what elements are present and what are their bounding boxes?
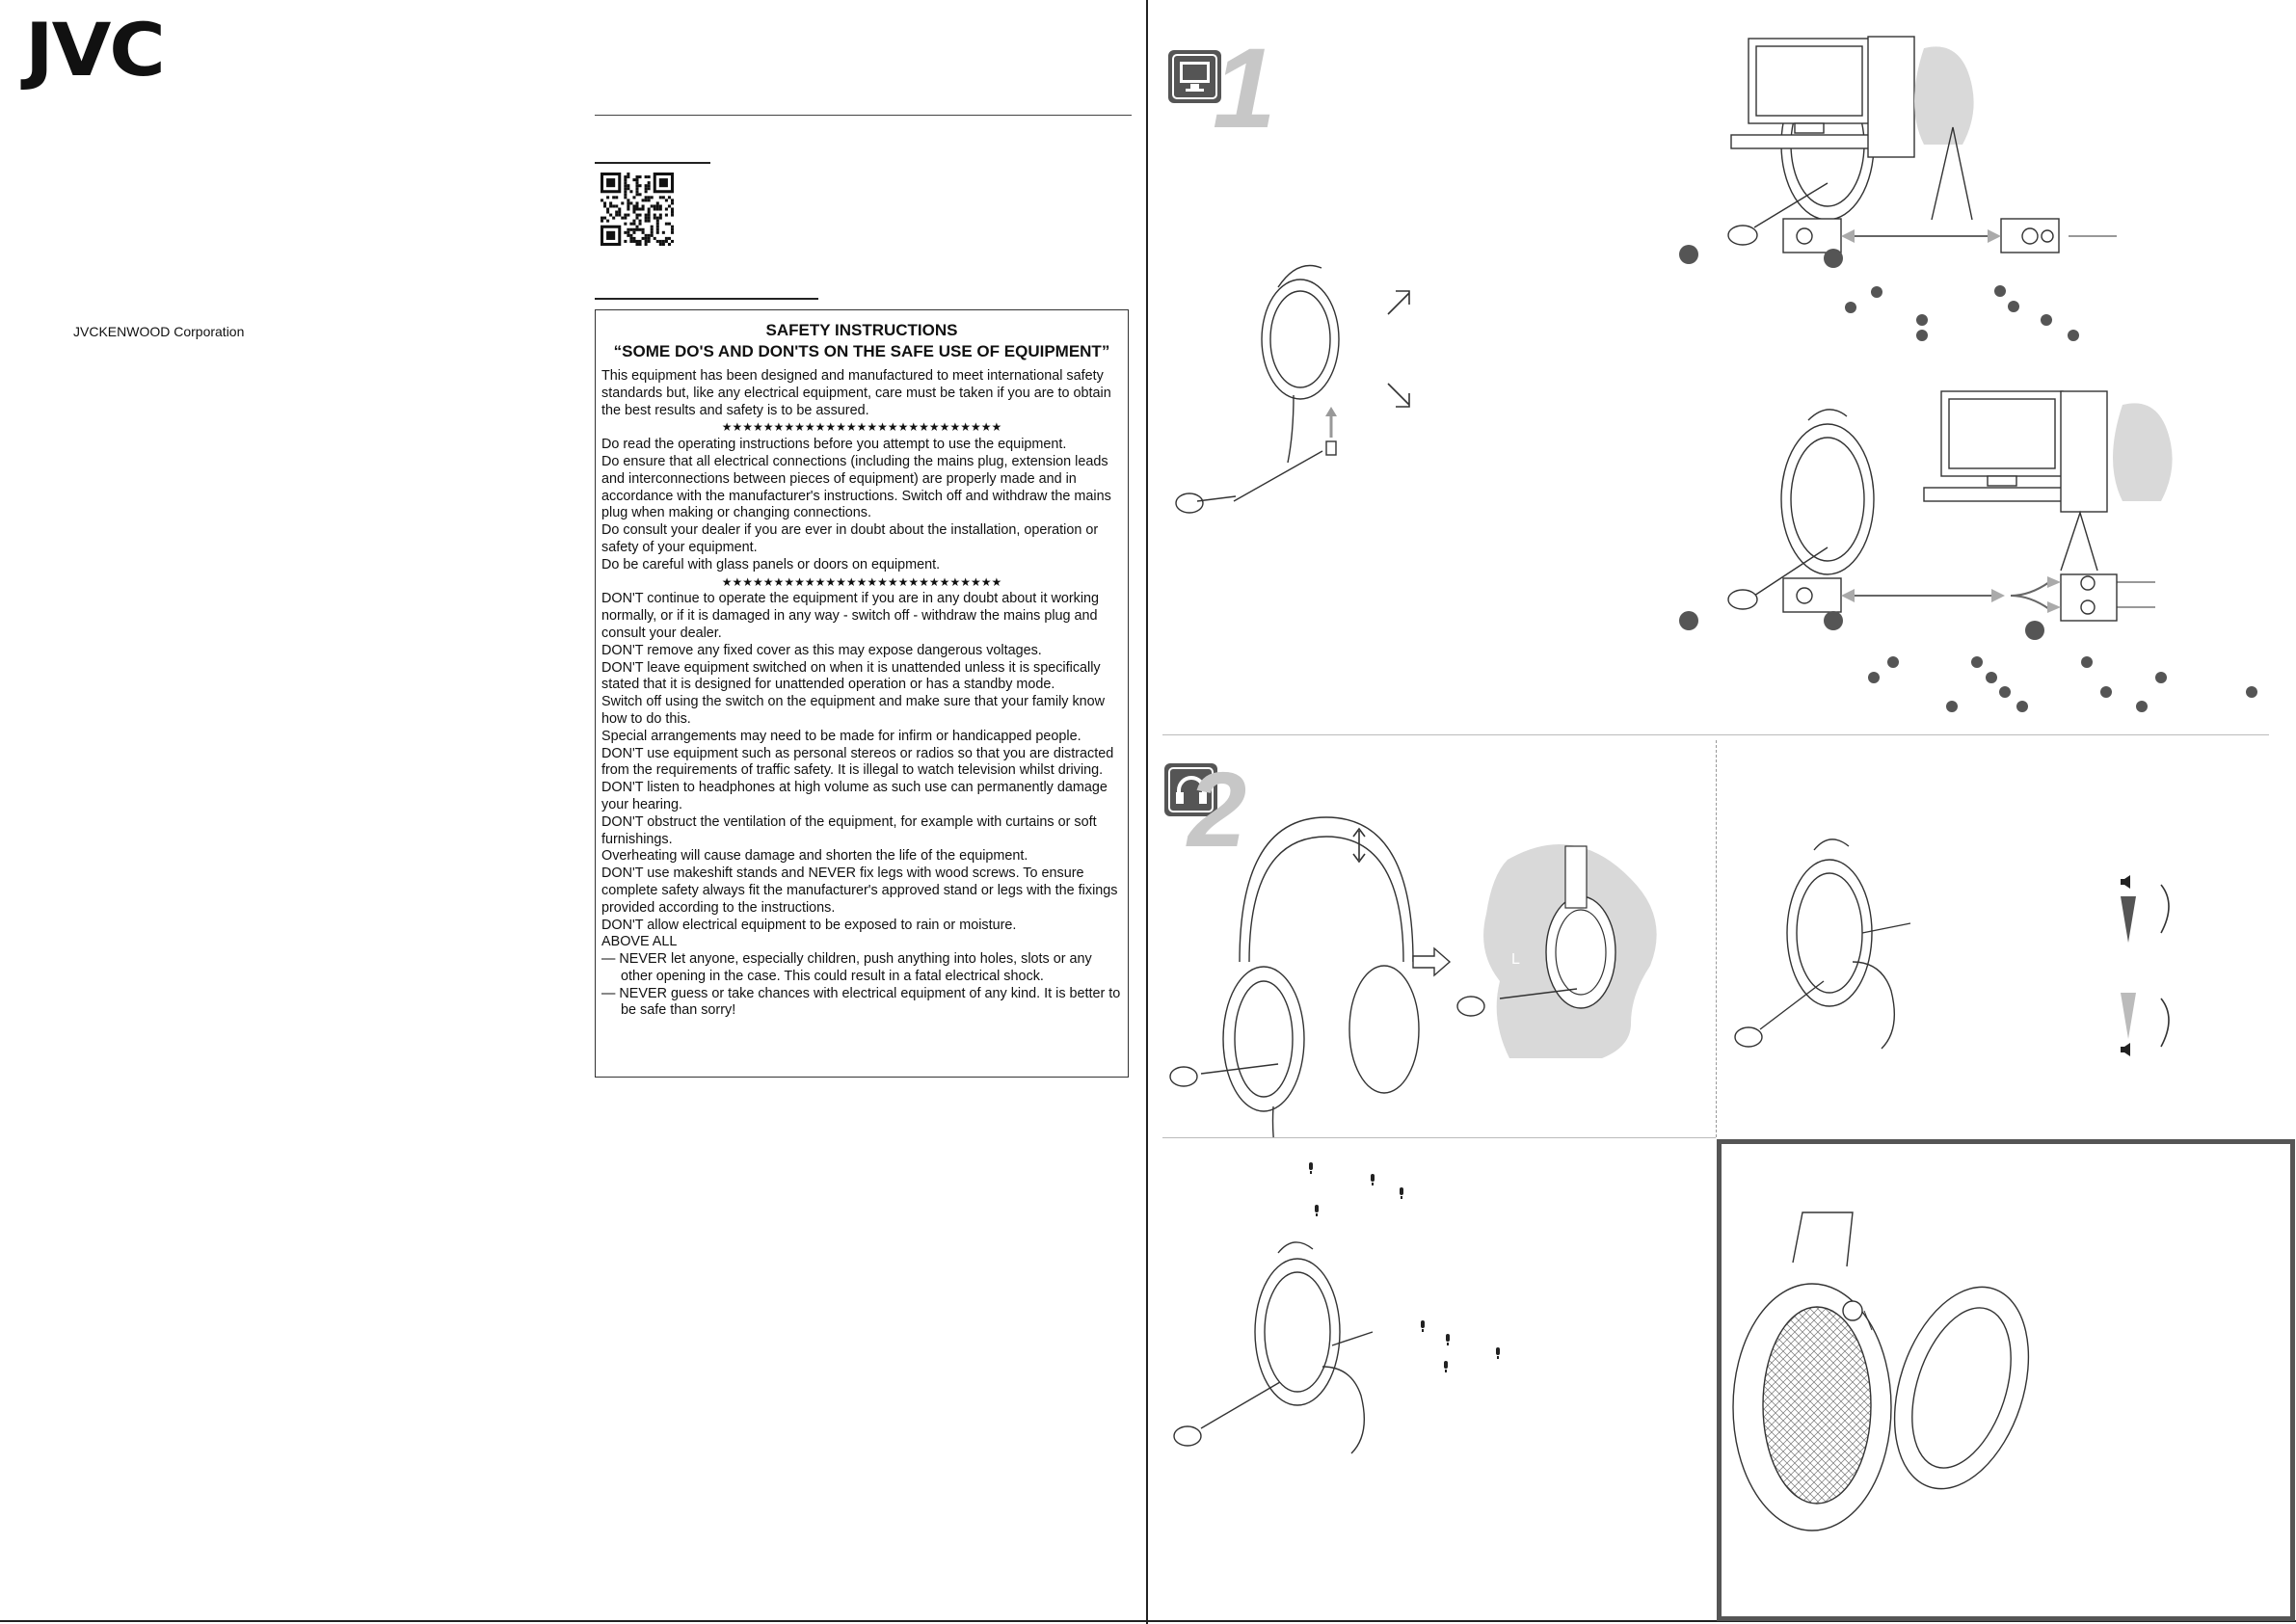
- step2-diagram: [1153, 740, 1712, 1137]
- safety-intro: This equipment has been designed and manufactured to meet international safety standards but, like any electrical equipment, care must be taken if you are to obtain the best results and safety is to be assured.: [601, 368, 1111, 418]
- volume-down-icon: [2121, 1043, 2130, 1056]
- next-arrow: [1413, 948, 1450, 975]
- headset-volume: [1735, 839, 1910, 1049]
- top-rule: [595, 115, 1132, 116]
- dashed-divider: [1716, 740, 1717, 1137]
- qr-rule: [595, 162, 710, 164]
- safety-instructions-box: [595, 309, 1129, 1078]
- star-divider: ★★★★★★★★★★★★★★★★★★★★★★★★★★★: [721, 420, 1002, 435]
- volume-down-wedge: [2121, 993, 2136, 1039]
- mic-diagram: [1153, 1139, 1716, 1617]
- dont-item: DON'T listen to headphones at high volume as such use can permanently damage your hearing.: [601, 780, 1108, 812]
- do-item: Do ensure that all electrical connections (including the mains plug, extension leads and interconnections between pieces of equipment) are properly made and in accordance with the manufacturer's instructions. Switch off and withdraw the mains plug when making or changing connections.: [601, 453, 1111, 521]
- safety-subtitle: “SOME DO'S AND DON'TS ON THE SAFE USE OF EQUIPMENT”: [613, 342, 1110, 360]
- dont-item: Special arrangements may need to be made for infirm or handicapped people.: [601, 728, 1081, 744]
- cable-bottom: [1855, 582, 2049, 609]
- step-number-2: 2: [1188, 751, 1247, 869]
- earcup-without-pad: [1733, 1212, 1891, 1531]
- dont-item: DON'T use equipment such as personal stereos or radios so that you are distracted from the requirements of traffic safety. It is illegal to watch television whilst driving.: [601, 745, 1114, 779]
- volume-up-icon: [2121, 875, 2130, 889]
- arrow-down-right: [1388, 384, 1409, 407]
- dont-item: Overheating will cause damage and shorten the life of the equipment.: [601, 848, 1028, 865]
- dots-top: [1845, 285, 2079, 341]
- do-item: Do be careful with glass panels or doors on equipment.: [601, 556, 941, 572]
- headset-mic: [1174, 1242, 1373, 1453]
- pc-bottom: [1924, 391, 2107, 512]
- dont-item: DON'T obstruct the ventilation of the equipment, for example with curtains or soft furnishings.: [601, 813, 1097, 847]
- do-item: Do read the operating instructions before you attempt to use the equipment.: [601, 437, 1067, 453]
- adjust-arrow: [1353, 829, 1365, 862]
- step-number-1: 1: [1213, 25, 1276, 152]
- never-item: — NEVER let anyone, especially children, push anything into holes, slots or any other opening in the case. This could result in a fatal electrical shock.: [601, 951, 1092, 984]
- left-ear-label: L: [1511, 951, 1520, 968]
- callout-b: [1824, 249, 1843, 268]
- dont-item: DON'T leave equipment switched on when it is unattended unless it is specifically stated that it is designed for unattended operation or has a standby mode.: [601, 659, 1101, 693]
- volume-up-wedge: [2121, 896, 2136, 943]
- never-item: — NEVER guess or take chances with electrical equipment of any kind. It is better to be safe than sorry!: [601, 985, 1121, 1019]
- pc-top: [1731, 37, 1914, 157]
- fold-line: [1146, 0, 1148, 1624]
- callout-a: [1679, 245, 1698, 264]
- corporation-name: JVCKENWOOD Corporation: [73, 324, 245, 339]
- section-separator-2: [1162, 1137, 1716, 1138]
- user-silhouette-top: [1914, 46, 1974, 145]
- safety-rule: [595, 298, 818, 300]
- section-separator-1: [1162, 734, 2269, 735]
- dont-item: Switch off using the switch on the equipment and make sure that your family know how to do this.: [601, 694, 1106, 727]
- earpad-diagram: [1725, 1147, 2284, 1610]
- dots-bottom: [1868, 656, 2257, 712]
- step-badge-1: [1168, 25, 1276, 152]
- arrow-up-right: [1388, 291, 1409, 314]
- jvc-logo: JVC: [25, 7, 164, 93]
- detached-earpad: [1871, 1270, 2052, 1506]
- step-badge-2: [1164, 751, 1246, 869]
- headset-detached: [1176, 266, 1339, 514]
- mic-icon-group-right: [1421, 1320, 1500, 1372]
- do-item: Do consult your dealer if you are ever in doubt about the installation, operation or safety of your equipment.: [601, 522, 1099, 555]
- volume-diagram: [1718, 740, 2269, 1137]
- dont-item: DON'T use makeshift stands and NEVER fix legs with wood screws. To ensure complete safety always fit the manufacturer's approved stand or legs with the fixings provided according to the instructions.: [601, 865, 1118, 916]
- arrow-head: [1325, 407, 1337, 416]
- safety-title: SAFETY INSTRUCTIONS: [765, 321, 958, 339]
- dont-item: DON'T remove any fixed cover as this may expose dangerous voltages.: [601, 642, 1042, 658]
- user-wearing-headset: [1457, 844, 1657, 1058]
- star-divider: ★★★★★★★★★★★★★★★★★★★★★★★★★★★: [721, 574, 1002, 589]
- dont-item: DON'T allow electrical equipment to be exposed to rain or moisture.: [601, 917, 1017, 933]
- qr-code: [601, 173, 674, 246]
- step1-diagram: [1153, 0, 2296, 732]
- dont-item: ABOVE ALL: [601, 934, 678, 950]
- dont-item: DON'T continue to operate the equipment if you are in any doubt about it working normally, or if it is damaged in any way - switch off - withdraw the mains plug and consult your dealer.: [601, 591, 1100, 641]
- mic-icon-group-top: [1309, 1162, 1403, 1216]
- user-silhouette-bottom: [2113, 403, 2173, 501]
